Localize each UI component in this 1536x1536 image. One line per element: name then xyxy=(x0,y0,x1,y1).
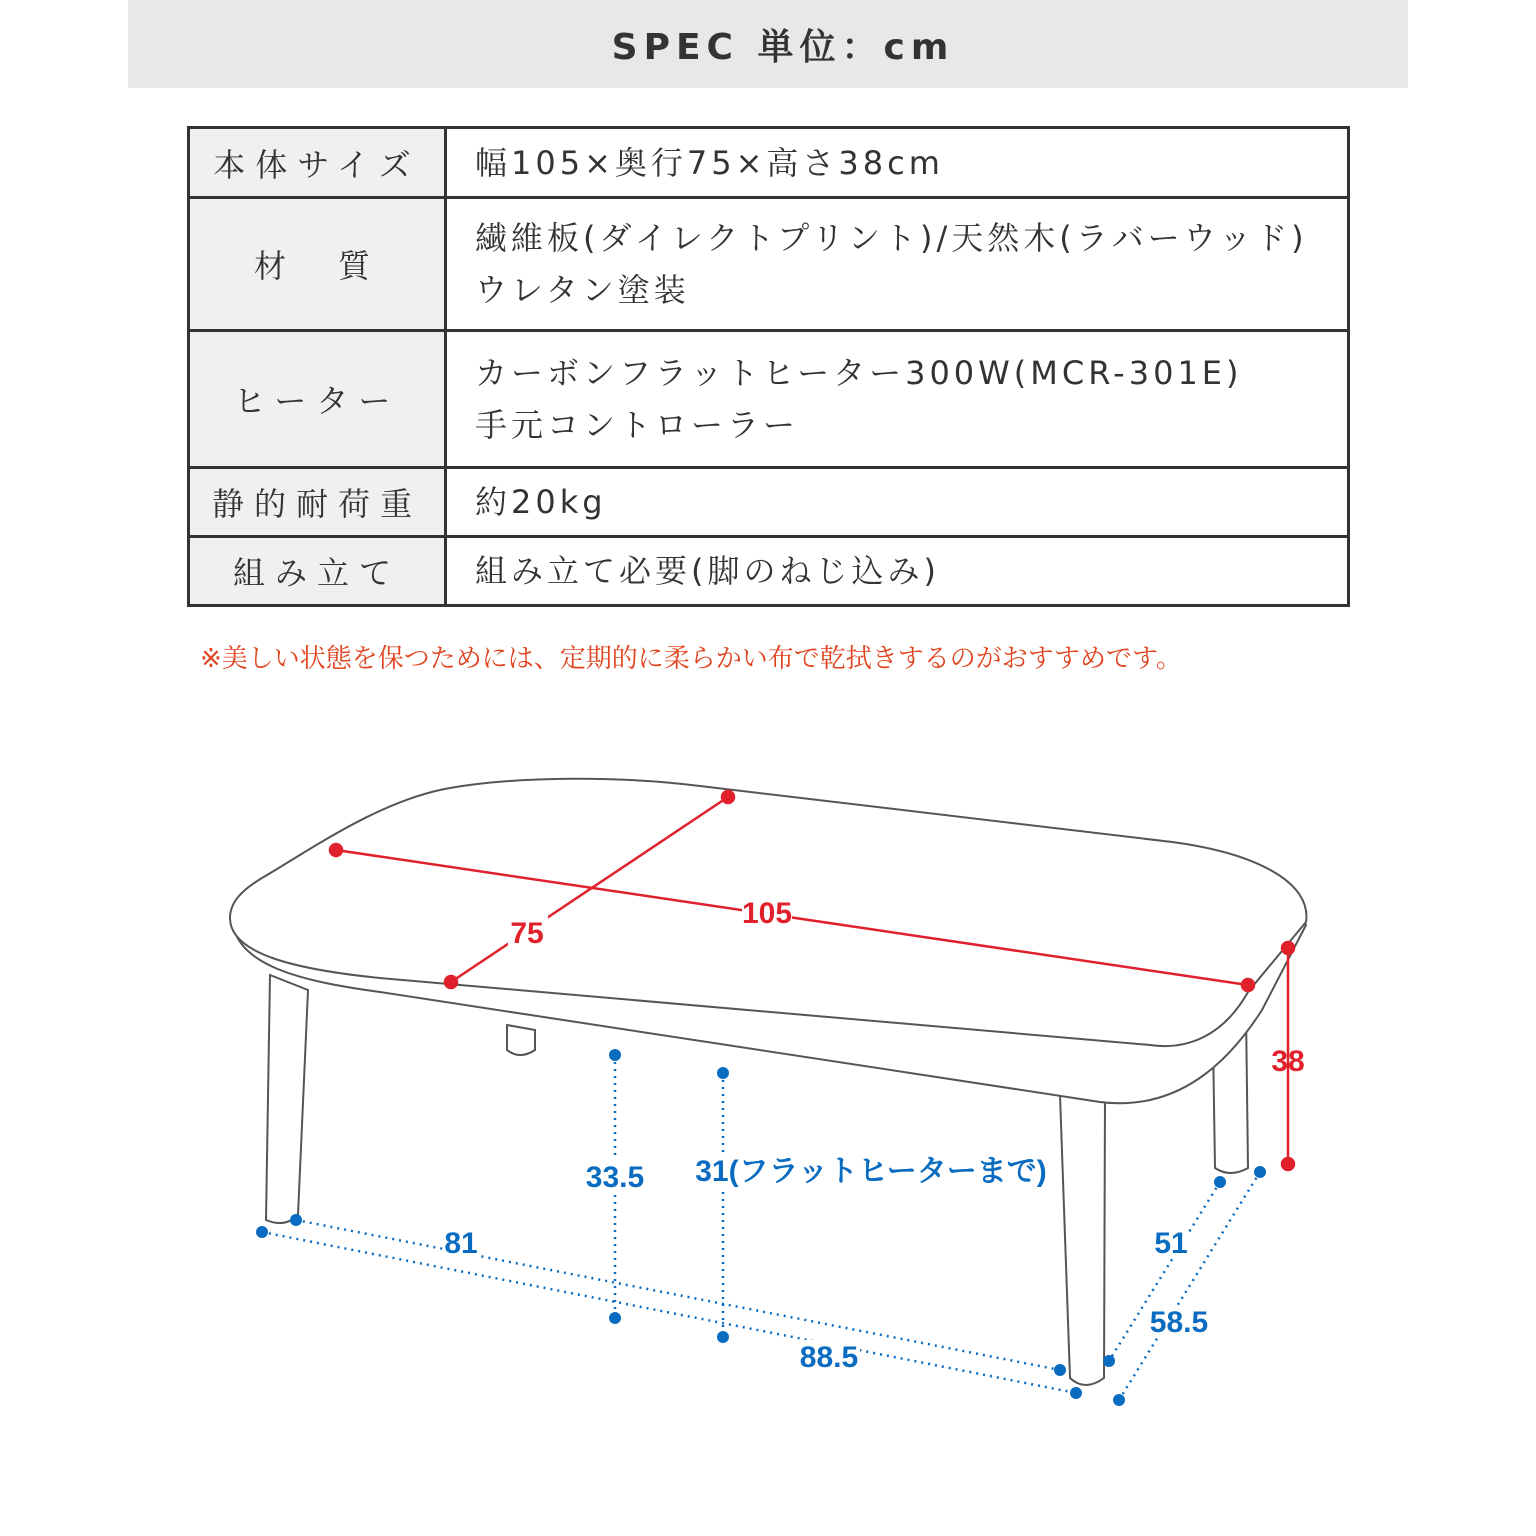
spec-value-line: 繊維板(ダイレクトプリント)/天然木(ラバーウッド) xyxy=(475,219,1308,257)
table-illustration xyxy=(230,779,1306,1385)
spec-label: 静的耐荷重 xyxy=(189,468,446,537)
care-note: ※美しい状態を保つためには、定期的に柔らかい布で乾拭きするのがおすすめです。 xyxy=(200,644,1182,674)
depth-label: 75 xyxy=(510,917,544,950)
spec-label: 本体サイズ xyxy=(189,128,446,198)
spec-value-line: カーボンフラットヒーター300W(MCR-301E) xyxy=(475,354,1243,392)
spec-value-line: 手元コントローラー xyxy=(475,406,800,444)
back-left-leg xyxy=(507,1025,535,1055)
height-label: 38 xyxy=(1271,1045,1305,1078)
spec-label: 材 質 xyxy=(189,198,446,331)
right-front-leg xyxy=(1060,1095,1105,1385)
spec-value: 幅105×奥行75×高さ38cm xyxy=(446,128,1349,198)
left-front-leg xyxy=(266,975,308,1223)
spec-value-line: ウレタン塗装 xyxy=(475,271,690,309)
under-height-label: 33.5 xyxy=(585,1161,645,1194)
blue-dimensions xyxy=(262,1055,1260,1400)
outer-width-label: 88.5 xyxy=(799,1341,859,1374)
width-label: 105 xyxy=(741,897,793,930)
inner-depth-label: 51 xyxy=(1154,1227,1188,1260)
inner-width-label: 81 xyxy=(444,1227,478,1260)
outer-depth-label: 58.5 xyxy=(1149,1306,1209,1339)
spec-value: 組み立て必要(脚のねじ込み) xyxy=(446,537,1349,606)
spec-value: 約20kg xyxy=(446,468,1349,537)
spec-label: 組み立て xyxy=(189,537,446,606)
spec-label: ヒーター xyxy=(189,331,446,468)
heater-clearance-label: 31(フラットヒーターまで) xyxy=(695,1155,1047,1188)
spec-title: SPEC 単位：cm xyxy=(611,26,955,68)
